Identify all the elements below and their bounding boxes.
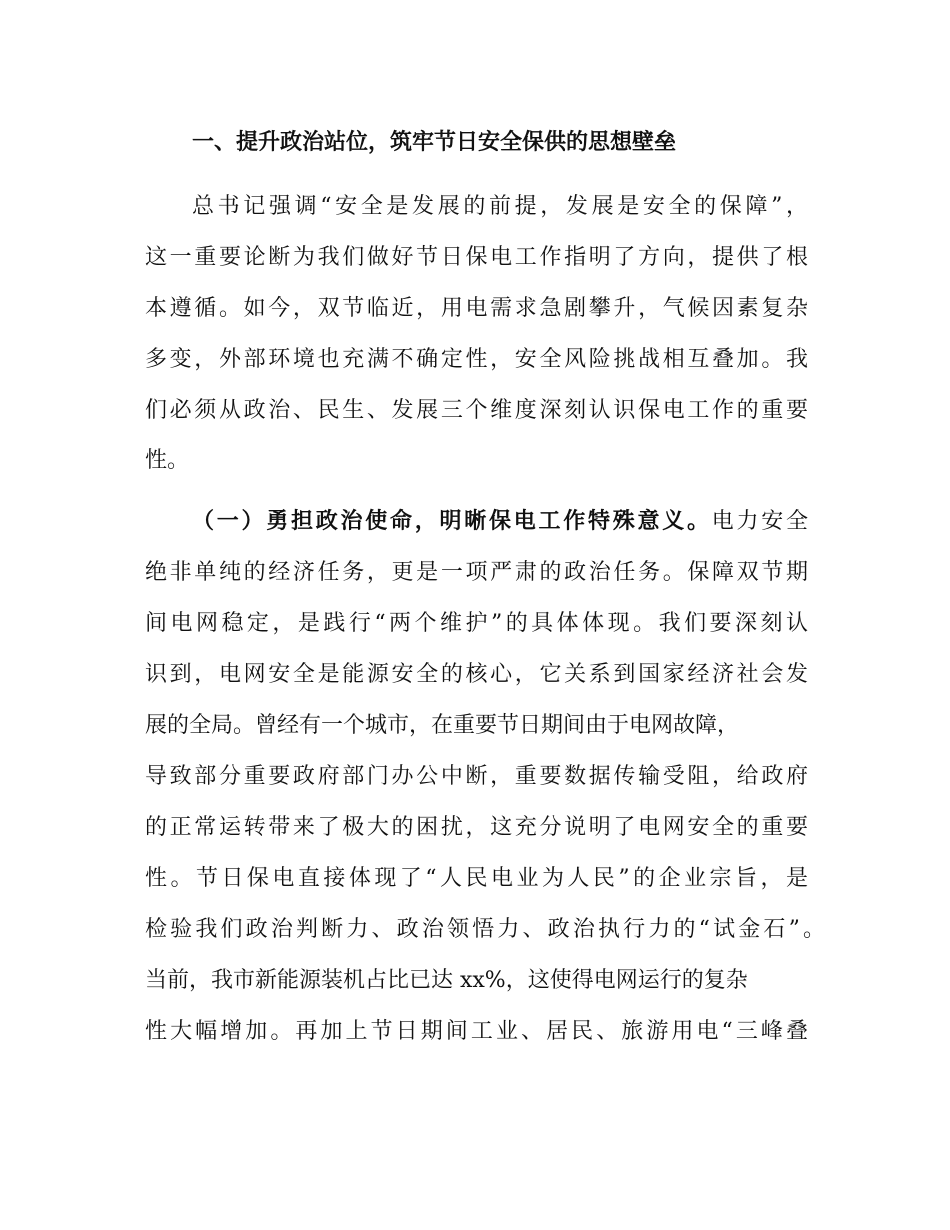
paragraph-line: 性。节日保电直接体现了“人民电业为人民”的企业宗旨，是: [145, 866, 808, 891]
paragraph-line: 这一重要论断为我们做好节日保电工作指明了方向，提供了根: [145, 245, 808, 270]
paragraph-line: 性大幅增加。再加上节日期间工业、居民、旅游用电“三峰叠: [145, 1019, 808, 1044]
paragraph-line: 展的全局。曾经有一个城市，在重要节日期间由于电网故障，: [145, 713, 740, 738]
paragraph-line: 们必须从政治、民生、发展三个维度深刻认识保电工作的重要: [145, 398, 808, 423]
paragraph-text: 电力安全: [711, 509, 808, 534]
paragraph-line: 当前，我市新能源装机占比已达 xx%，这使得电网运行的复杂: [145, 968, 748, 993]
paragraph-line: 的正常运转带来了极大的困扰，这充分说明了电网安全的重要: [145, 815, 808, 840]
subheading: （一）勇担政治使命，明晰保电工作特殊意义。: [192, 509, 712, 534]
paragraph-line: 绝非单纯的经济任务，更是一项严肃的政治任务。保障双节期: [145, 560, 808, 585]
paragraph-line: 识到，电网安全是能源安全的核心，它关系到国家经济社会发: [145, 662, 808, 687]
paragraph-line: 性。: [145, 448, 190, 473]
section-heading: 一、提升政治站位，筑牢节日安全保供的思想壁垒: [192, 130, 677, 155]
paragraph-line: 检验我们政治判断力、政治领悟力、政治执行力的“试金石”。: [145, 917, 825, 942]
paragraph-line: 本遵循。如今，双节临近，用电需求急剧攀升，气候因素复杂: [145, 296, 808, 321]
paragraph-first-line: [192, 507, 808, 537]
paragraph-line: 多变，外部环境也充满不确定性，安全风险挑战相互叠加。我: [145, 347, 808, 372]
paragraph-line: 间电网稳定，是践行“两个维护”的具体体现。我们要深刻认: [145, 611, 808, 636]
paragraph-line: 总书记强调“安全是发展的前提，发展是安全的保障”，: [192, 194, 808, 219]
paragraph-line: 导致部分重要政府部门办公中断，重要数据传输受阻，给政府: [145, 764, 808, 789]
